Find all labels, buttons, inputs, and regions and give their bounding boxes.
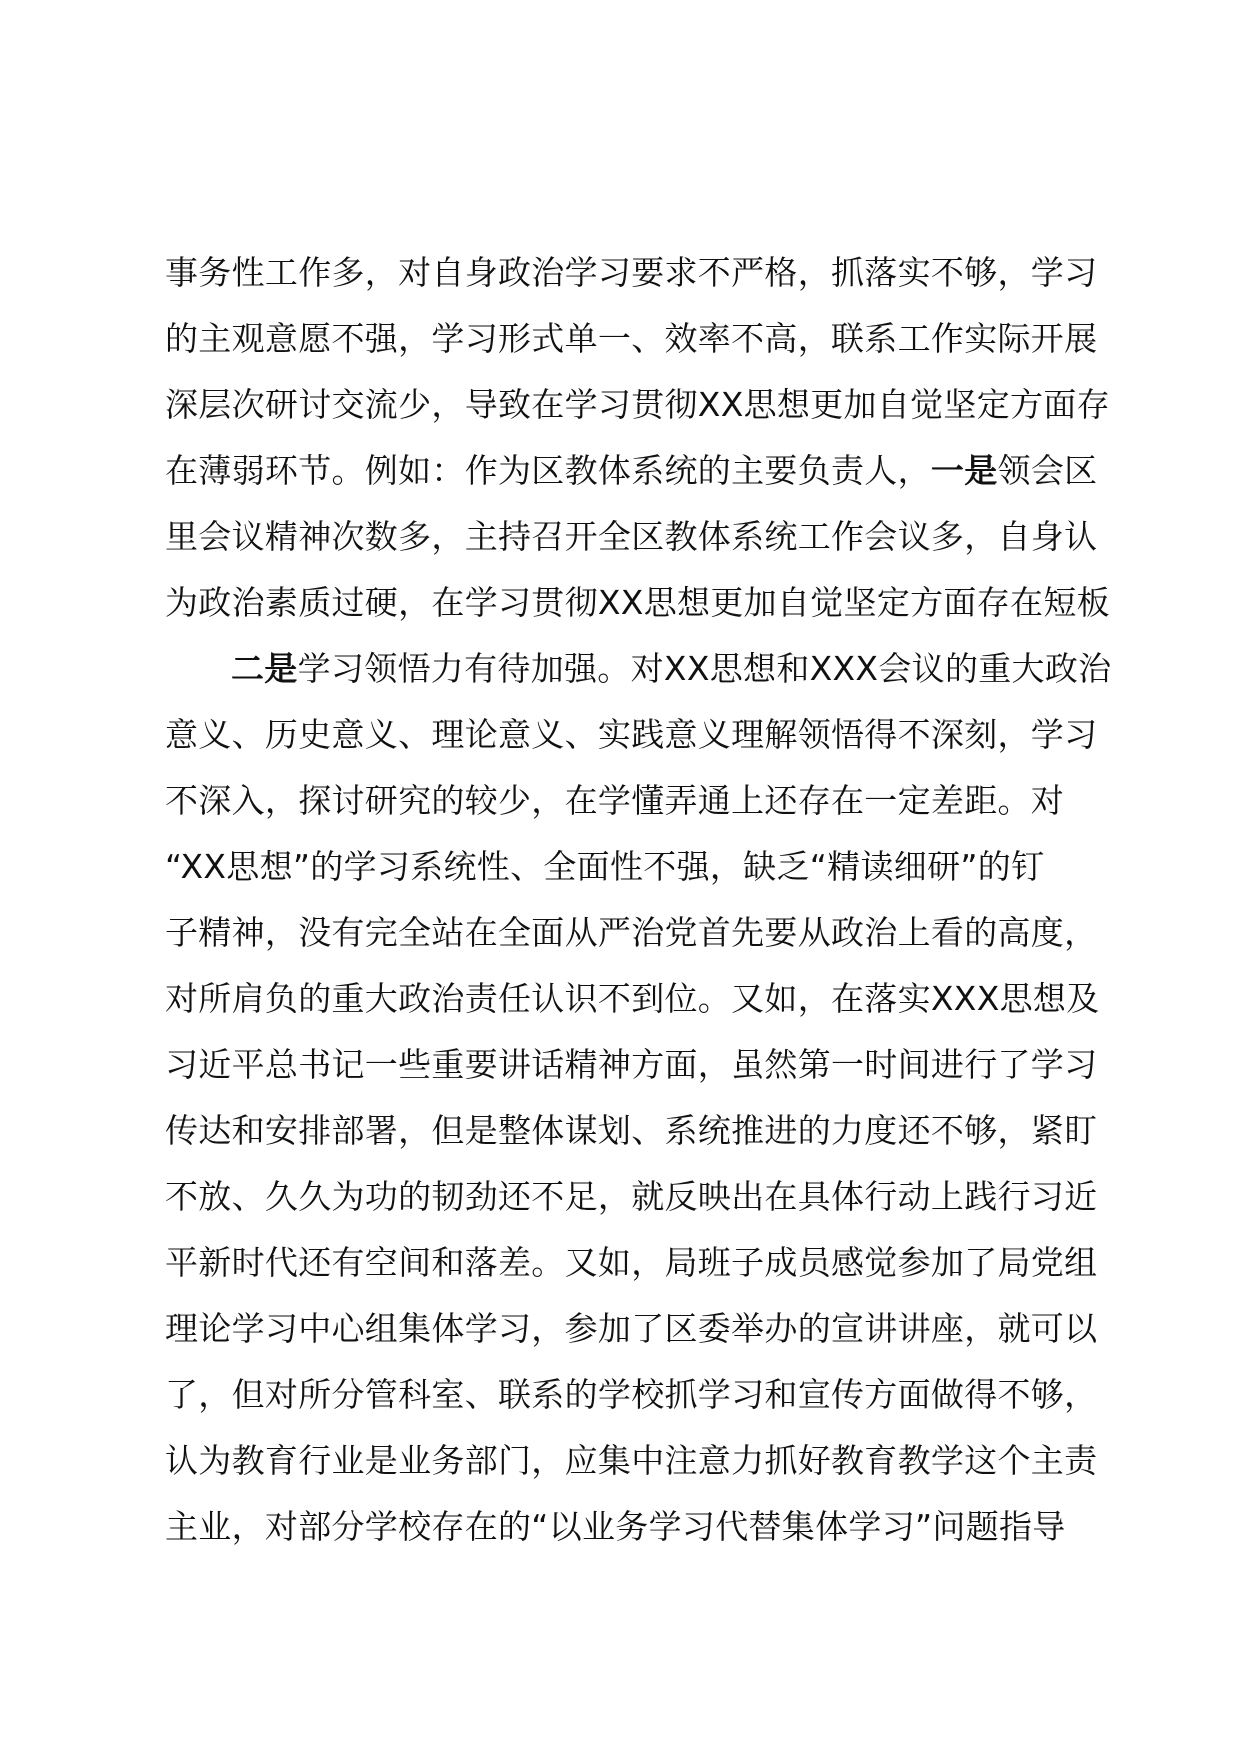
text-segment: 里会议精神次数多，主持召开全区教体系统工作会议多，自身认 [165, 517, 1098, 556]
text-line [165, 702, 1110, 768]
text-line [165, 570, 1110, 636]
text-line [165, 1296, 1110, 1362]
text-line [165, 1428, 1110, 1494]
text-segment: 习近平总书记一些重要讲话精神方面，虽然第一时间进行了学习 [165, 1045, 1098, 1084]
text-segment: 对所肩负的重大政治责任认识不到位。又如，在落实XXX思想及 [165, 979, 1100, 1018]
text-line [165, 1362, 1110, 1428]
text-line [165, 966, 1110, 1032]
text-segment: 子精神，没有完全站在全面从严治党首先要从政治上看的高度， [165, 913, 1098, 952]
text-line [165, 1494, 1110, 1560]
text-segment: 主业，对部分学校存在的“以业务学习代替集体学习”问题指导 [165, 1507, 1066, 1546]
text-line [165, 372, 1110, 438]
text-segment: 事务性工作多，对自身政治学习要求不严格，抓落实不够，学习 [165, 253, 1098, 292]
text-line [165, 1230, 1110, 1296]
text-line [165, 1098, 1110, 1164]
bold-label: 二是 [231, 649, 298, 688]
text-segment: 理论学习中心组集体学习，参加了区委举办的宣讲讲座，就可以 [165, 1309, 1098, 1348]
text-segment: 了，但对所分管科室、联系的学校抓学习和宣传方面做得不够， [165, 1375, 1098, 1414]
text-segment: 平新时代还有空间和落差。又如，局班子成员感觉参加了局党组 [165, 1243, 1098, 1282]
text-segment: 领会区 [997, 451, 1098, 490]
text-segment: 为政治素质过硬，在学习贯彻XX思想更加自觉坚定方面存在短板 [165, 583, 1110, 622]
text-line [165, 768, 1110, 834]
text-line [165, 1032, 1110, 1098]
text-line [165, 636, 1110, 702]
text-line [165, 306, 1110, 372]
text-line [165, 240, 1110, 306]
bold-label: 一是 [930, 451, 998, 490]
text-line [165, 504, 1110, 570]
text-segment: 认为教育行业是业务部门，应集中注意力抓好教育教学这个主责 [165, 1441, 1098, 1480]
text-segment: 意义、历史意义、理论意义、实践意义理解领悟得不深刻，学习 [165, 715, 1098, 754]
text-line [165, 900, 1110, 966]
text-segment: 的主观意愿不强，学习形式单一、效率不高，联系工作实际开展 [165, 319, 1098, 358]
text-segment: 深层次研讨交流少，导致在学习贯彻XX思想更加自觉坚定方面存 [165, 385, 1110, 424]
text-segment: 学习领悟力有待加强。对XX思想和XXX会议的重大政治 [297, 649, 1112, 688]
text-segment: “XX思想”的学习系统性、全面性不强，缺乏“精读细研”的钉 [165, 847, 1045, 886]
text-line [165, 834, 1110, 900]
text-segment: 不深入，探讨研究的较少，在学懂弄通上还存在一定差距。对 [165, 781, 1065, 820]
body-text [165, 240, 1110, 1560]
text-segment: 传达和安排部署，但是整体谋划、系统推进的力度还不够，紧盯 [165, 1111, 1098, 1150]
text-line [165, 1164, 1110, 1230]
text-segment: 在薄弱环节。例如：作为区教体系统的主要负责人， [165, 451, 931, 490]
text-segment: 不放、久久为功的韧劲还不足，就反映出在具体行动上践行习近 [165, 1177, 1098, 1216]
text-line [165, 438, 1110, 504]
